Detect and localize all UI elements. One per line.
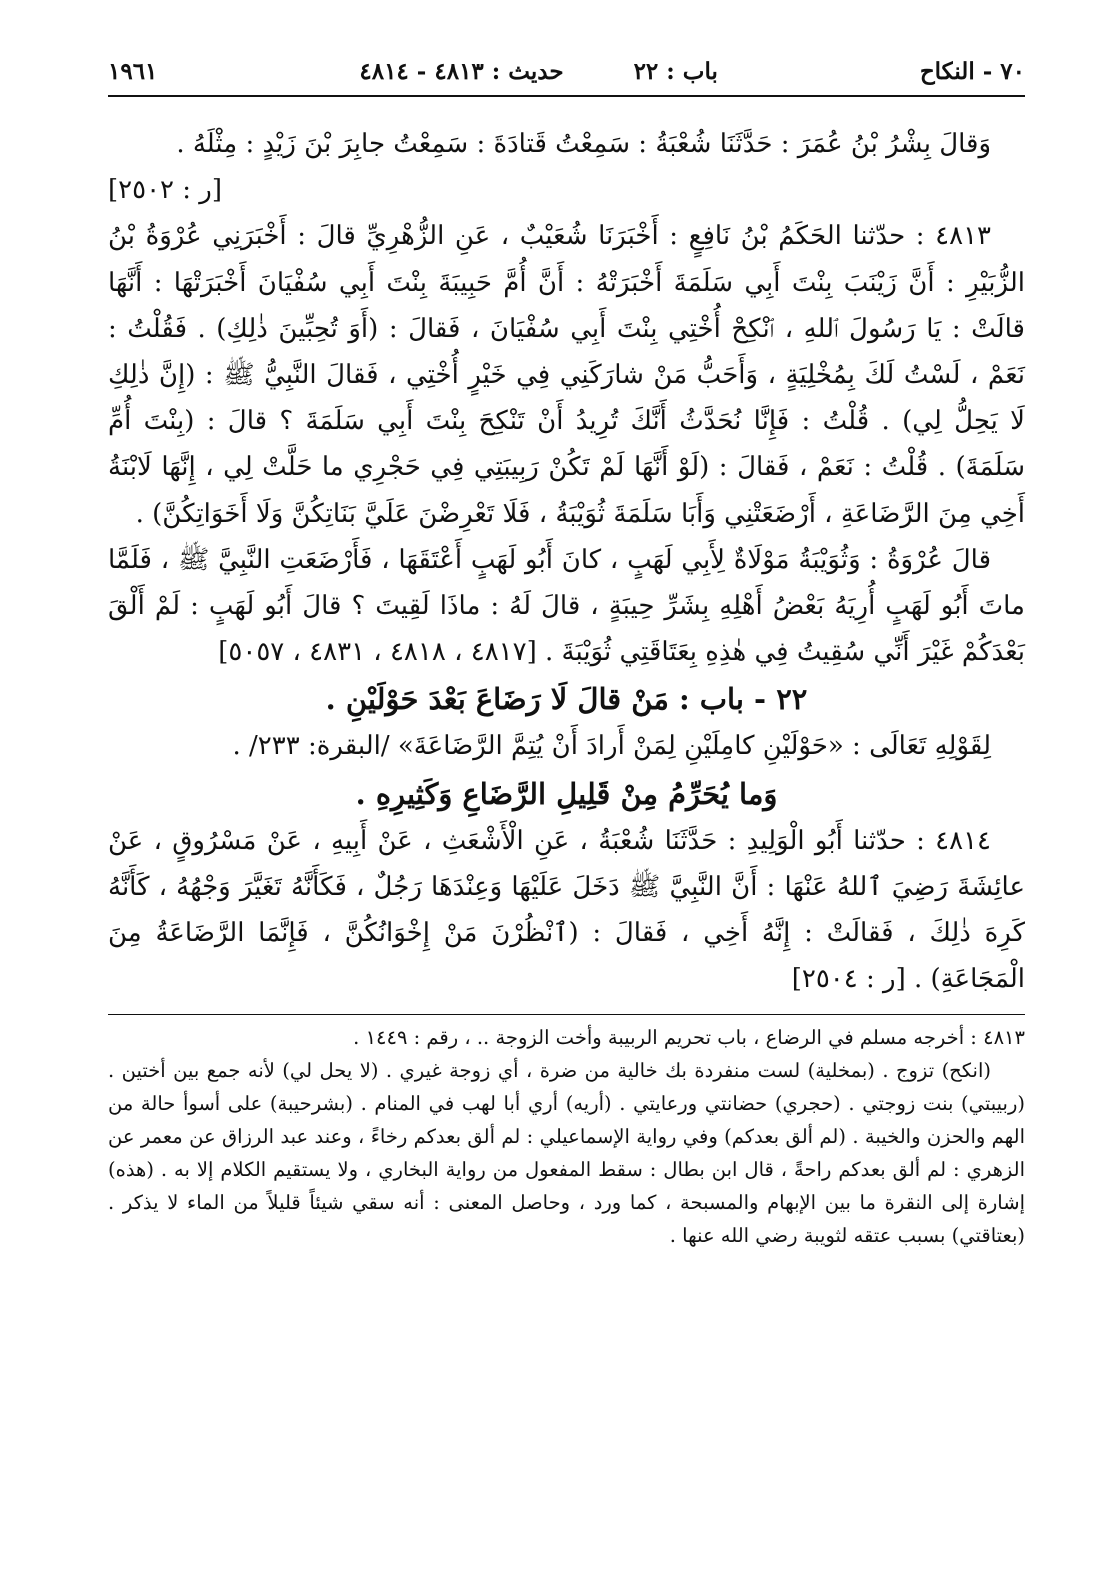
footnote-glossary: (انكح) تزوج . (بمخلية) لست منفردة بك خالية من ضرة ، أي زوجة غيري . (لا يحل لي) لأنه جمع بين أختين . (ربيبتي) بنت زوجتي . (حجري) حضانتي ورعايتي . (أريه) أري أبا لهب في المنام . (بشرحيبة) على أسوأ حالة من الهم والحزن والخيبة . (لم ألق بعدكم) وفي رواية الإسماعيلي : لم ألق بعدكم رخاءً ، وعند عبد الرزاق عن معمر عن الزهري : لم ألق بعدكم راحةً ، قال ابن بطال : سقط المفعول من رواية البخاري ، ولا يستقيم الكلام إلا به . (هذه) إشارة إلى النقرة ما بين الإبهام والمسبحة ، كما ورد ، وحاصل المعنى : أنه سقي شيئاً قليلاً من الماء لا يذكر . (بعتاقتي) بسبب عتقه لثويبة رضي الله عنها .	[108, 1059, 1025, 1248]
cross-reference: [ر : ٢٥٠٢]	[108, 175, 223, 206]
footnotes	[108, 1021, 1025, 1252]
main-text	[108, 121, 1025, 1002]
chapter-subtitle: وَما يُحَرِّمُ مِنْ قَلِيلِ الرَّضَاعِ وَكَثِيرِهِ .	[355, 776, 778, 811]
hadith-4814: ٤٨١٤ : حدّثنا أَبُو الْوَلِيدِ : حَدَّثَنَا شُعْبَةُ ، عَنِ الْأَشْعَثِ ، عَنْ أَبِيهِ ، عَنْ مَسْرُوقٍ ، عَنْ عائِشَةَ رَضِيَ ٱللهُ عَنْهَا : أَنَّ النَّبِيَّ ﷺ دَخَلَ عَلَيْهَا وَعِنْدَهَا رَجُلٌ ، فَكَأَنَّهُ تَغَيَّرَ وَجْهُهُ ، كَأَنَّهُ كَرِهَ ذٰلِكَ ، فَقالَتْ : إِنَّهُ أَخِي ، فَقالَ : (ٱنْظُرْنَ مَنْ إِخْوَانُكُنَّ ، فَإِنَّمَا الرَّضَاعَةُ مِنَ الْمَجَاعَةِ) . [ر : ٢٥٠٤]	[108, 825, 1025, 995]
header-bab: باب : ٢٢	[633, 58, 718, 85]
header-hadith: حديث : ٤٨١٣ - ٤٨١٤	[359, 58, 564, 85]
footnote-takhrij: ٤٨١٣ : أخرجه مسلم في الرضاع ، باب تحريم الربيبة وأخت الزوجة .. ، رقم : ١٤٤٩ .	[353, 1026, 1025, 1050]
footnote-divider	[108, 1014, 1025, 1015]
header-center	[359, 58, 717, 85]
quran-verse: لِقَوْلِهِ تَعَالَى : «حَوْلَيْنِ كامِلَيْنِ لِمَنْ أَرادَ أَنْ يُتِمَّ الرَّضَاعَةَ» /البقرة: ٢٣٣/ .	[232, 731, 991, 762]
narration-bishr: وَقالَ بِشْرُ بْنُ عُمَرَ : حَدَّثَنَا شُعْبَةُ : سَمِعْتُ قَتادَةَ : سَمِعْتُ جابِرَ بْنَ زَيْدٍ : مِثْلَهُ .	[176, 129, 991, 159]
page-header	[108, 58, 1025, 97]
header-chapter: ٧٠ - النكاح	[919, 58, 1025, 85]
urwa-narration: قالَ عُرْوَةُ : وَثُوَيْبَةُ مَوْلَاةٌ لِأَبِي لَهَبٍ ، كانَ أَبُو لَهَبٍ أَعْتَقَهَا ، فَأَرْضَعَتِ النَّبِيَّ ﷺ ، فَلَمَّا ماتَ أَبُو لَهَبٍ أُرِيَهُ بَعْضُ أَهْلِهِ بِشَرِّ حِيبَةٍ ، قالَ لَهُ : ماذَا لَقِيتَ ؟ قالَ أَبُو لَهَبٍ : لَمْ أَلْقَ بَعْدَكُمْ غَيْرَ أَنِّي سُقِيتُ فِي هٰذِهِ بِعَتَاقَتِي ثُوَيْبَةَ . [٤٨١٧ ، ٤٨١٨ ، ٤٨٣١ ، ٥٠٥٧]	[108, 544, 1025, 668]
chapter-title: ٢٢ - باب : مَنْ قالَ لَا رَضَاعَ بَعْدَ حَوْلَيْنِ .	[325, 682, 808, 717]
page-number: ١٩٦١	[108, 58, 158, 85]
hadith-4813: ٤٨١٣ : حدّثنا الحَكَمُ بْنُ نَافِعٍ : أَخْبَرَنَا شُعَيْبٌ ، عَنِ الزُّهْرِيِّ قالَ : أَخْبَرَنِي عُرْوَةُ بْنُ الزُّبَيْرِ : أَنَّ زَيْنَبَ بِنْتَ أَبِي سَلَمَةَ أَخْبَرَتْهُ : أَنَّ أُمَّ حَبِيبَةَ بِنْتَ أَبِي سُفْيَانَ أَخْبَرَتْهَا : أَنَّهَا قالَتْ : يَا رَسُولَ ٱللهِ ، ٱنْكِحْ أُخْتِي بِنْتَ أَبِي سُفْيَانَ ، فَقالَ : (أَوَ تُحِبِّينَ ذٰلِكِ) . فَقُلْتُ : نَعَمْ ، لَسْتُ لَكَ بِمُخْلِيَةٍ ، وَأَحَبُّ مَنْ شارَكَنِي فِي خَيْرٍ أُخْتِي ، فَقالَ النَّبِيُّ ﷺ : (إِنَّ ذٰلِكِ لَا يَحِلُّ لِي) . قُلْتُ : فَإِنَّا نُحَدَّثُ أَنَّكَ تُرِيدُ أَنْ تَنْكِحَ بِنْتَ أَبِي سَلَمَةَ ؟ قالَ : (بِنْتَ أُمِّ سَلَمَةَ) . قُلْتُ : نَعَمْ ، فَقالَ : (لَوْ أَنَّهَا لَمْ تَكُنْ رَبِيبَتِي فِي حَجْرِي ما حَلَّتْ لِي ، إِنَّهَا لَابْنَةُ أَخِي مِنَ الرَّضَاعَةِ ، أَرْضَعَتْنِي وَأَبَا سَلَمَةَ ثُوَيْبَةُ ، فَلَا تَعْرِضْنَ عَلَيَّ بَنَاتِكُنَّ وَلَا أَخَوَاتِكُنَّ) .	[108, 221, 1025, 529]
